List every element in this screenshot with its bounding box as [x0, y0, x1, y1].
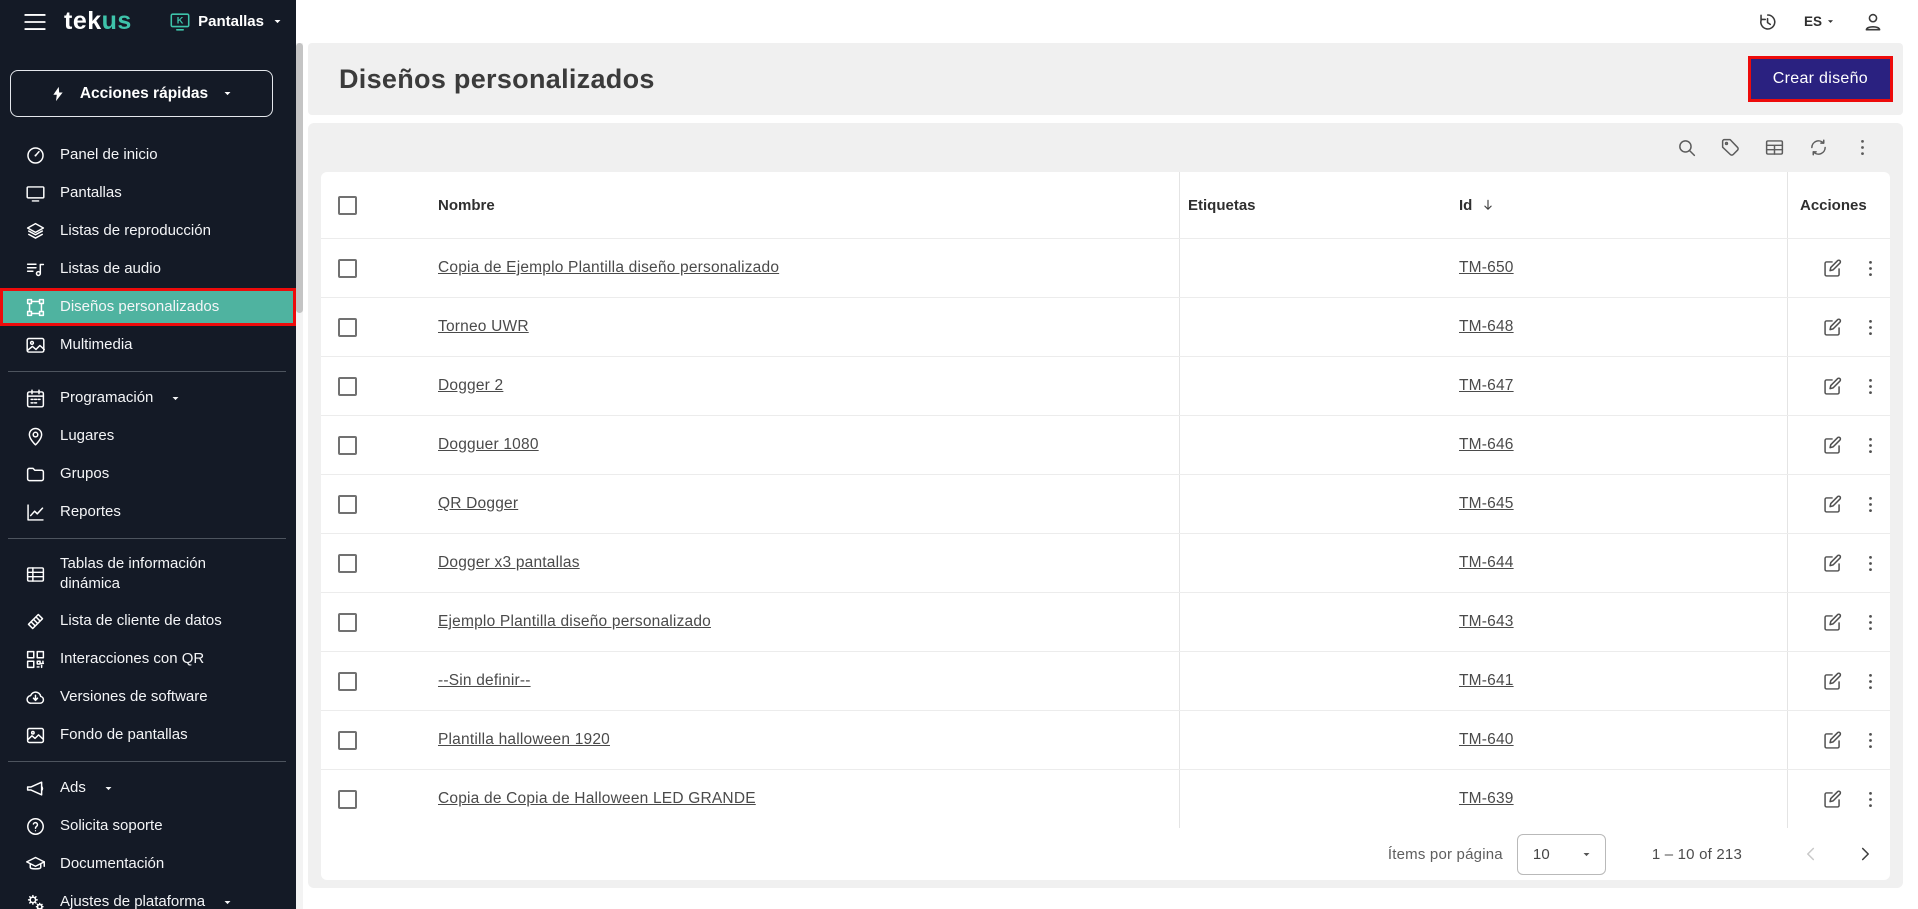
row-checkbox[interactable]: [338, 731, 357, 750]
edit-icon[interactable]: [1822, 376, 1843, 397]
page-size-value: 10: [1532, 845, 1550, 863]
cloud-down-icon: [25, 687, 46, 708]
design-id-link[interactable]: TM-647: [1459, 377, 1514, 394]
sidebar-item-label: Grupos: [60, 464, 110, 482]
main-area: [296, 0, 1918, 909]
row-checkbox[interactable]: [338, 318, 357, 337]
page-content: [296, 43, 1918, 909]
sidebar-item-pantallas[interactable]: [0, 174, 296, 212]
quick-actions-button[interactable]: [10, 70, 273, 117]
row-menu-icon[interactable]: [1860, 730, 1881, 751]
history-icon[interactable]: [1756, 11, 1778, 33]
design-id-link[interactable]: TM-648: [1459, 318, 1514, 335]
table-row: [321, 710, 1890, 769]
chevron-down-icon: [1825, 16, 1836, 27]
row-menu-icon[interactable]: [1860, 435, 1881, 456]
tekus-logo: tekus: [64, 7, 132, 35]
design-name-link[interactable]: Copia de Copia de Halloween LED GRANDE: [438, 790, 756, 807]
sidebar-item-lugares[interactable]: [0, 417, 296, 455]
sidebar-item-label: Interacciones con QR: [60, 649, 205, 667]
sidebar-divider: [8, 761, 286, 762]
gauge-icon: [25, 145, 46, 166]
sidebar-item-fondo-de-pantallas[interactable]: [0, 716, 296, 754]
edit-icon[interactable]: [1822, 258, 1843, 279]
tag-icon[interactable]: [1720, 137, 1741, 158]
sidebar-item-label: Multimedia: [60, 335, 133, 353]
sidebar-item-grupos[interactable]: [0, 455, 296, 493]
row-menu-icon[interactable]: [1860, 317, 1881, 338]
design-id-link[interactable]: TM-645: [1459, 495, 1514, 512]
scrollbar-thumb[interactable]: [296, 43, 303, 313]
design-id-link[interactable]: TM-643: [1459, 613, 1514, 630]
design-id-link[interactable]: TM-640: [1459, 731, 1514, 748]
sidebar-item-disenos-personalizados[interactable]: [0, 288, 296, 326]
sidebar-item-ads[interactable]: [0, 769, 296, 807]
sidebar-item-listas-de-reproduccion[interactable]: [0, 212, 296, 250]
table-row: [321, 533, 1890, 592]
sidebar-divider: [8, 371, 286, 372]
page-header-band: [308, 43, 1903, 115]
design-name-link[interactable]: Copia de Ejemplo Plantilla diseño personalizado: [438, 259, 780, 276]
row-checkbox[interactable]: [338, 672, 357, 691]
sidebar-item-label: Diseños personalizados: [60, 297, 220, 315]
sidebar-item-label: Listas de reproducción: [60, 221, 211, 239]
music-list-icon: [25, 259, 46, 280]
chart-icon: [25, 502, 46, 523]
edit-icon[interactable]: [1822, 612, 1843, 633]
table-header-row: [321, 172, 1890, 238]
sidebar: [0, 0, 296, 909]
monitor-icon: [25, 183, 46, 204]
edit-icon[interactable]: [1822, 553, 1843, 574]
chevron-down-icon: [1580, 848, 1593, 861]
design-name-link[interactable]: --Sin definir--: [438, 672, 531, 689]
row-checkbox[interactable]: [338, 436, 357, 455]
sidebar-item-label: Versiones de software: [60, 687, 208, 705]
row-tags-cell: [1180, 475, 1455, 533]
table-toolbar: [321, 123, 1890, 172]
sidebar-item-label: Fondo de pantallas: [60, 725, 188, 743]
sidebar-item-label: Ads: [60, 778, 86, 796]
sidebar-item-label: Panel de inicio: [60, 145, 158, 163]
row-tags-cell: [1180, 298, 1455, 356]
design-id-link[interactable]: TM-644: [1459, 554, 1514, 571]
sidebar-item-label: Ajustes de plataforma: [60, 892, 206, 909]
language-label: ES: [1803, 14, 1822, 29]
sidebar-item-label: Lugares: [60, 426, 115, 444]
next-page-icon[interactable]: [1854, 843, 1876, 865]
sidebar-item-label: Listas de audio: [60, 259, 161, 277]
row-menu-icon[interactable]: [1860, 671, 1881, 692]
create-design-annotation: [1748, 56, 1893, 102]
sidebar-item-tablas-de-informacion-dinamica[interactable]: [0, 546, 296, 602]
table-row: [321, 415, 1890, 474]
image-icon: [25, 335, 46, 356]
sync-icon[interactable]: [1808, 137, 1829, 158]
sidebar-item-reportes[interactable]: [0, 493, 296, 531]
sidebar-item-label: Programación: [60, 388, 154, 406]
user-profile-icon[interactable]: [1862, 11, 1884, 33]
table-row: [321, 474, 1890, 533]
table-body: [321, 238, 1890, 828]
designs-table-card: [308, 123, 1903, 888]
table-row: [321, 592, 1890, 651]
top-header-bar: [296, 0, 1918, 43]
row-checkbox[interactable]: [338, 259, 357, 278]
sidebar-item-ajustes-de-plataforma[interactable]: [0, 883, 296, 909]
items-per-page-label: Ítems por página: [1387, 845, 1503, 863]
sidebar-item-solicita-soporte[interactable]: [0, 807, 296, 845]
language-selector[interactable]: [1804, 14, 1836, 29]
table-row: [321, 769, 1890, 828]
sort-descending-icon[interactable]: [1480, 197, 1496, 213]
pagination-range: 1 – 10 of 213: [1651, 845, 1742, 863]
row-tags-cell: [1180, 416, 1455, 474]
context-label: Pantallas: [198, 13, 264, 30]
sidebar-item-listas-de-audio[interactable]: [0, 250, 296, 288]
chevron-down-icon: [169, 392, 182, 405]
edit-icon[interactable]: [1822, 671, 1843, 692]
data-icon: [25, 611, 46, 632]
create-design-button[interactable]: Crear diseño: [1751, 59, 1890, 99]
lightning-icon: [49, 85, 67, 103]
row-tags-cell: [1180, 593, 1455, 651]
sidebar-item-label: Pantallas: [60, 183, 122, 201]
sidebar-divider: [8, 538, 286, 539]
scrollbar-track[interactable]: [296, 43, 303, 909]
row-menu-icon[interactable]: [1860, 789, 1881, 810]
sidebar-item-label: Lista de cliente de datos: [60, 611, 222, 629]
edit-icon[interactable]: [1822, 730, 1843, 751]
design-name-link[interactable]: Torneo UWR: [438, 318, 529, 335]
menu-icon[interactable]: [22, 9, 48, 35]
table-row: [321, 297, 1890, 356]
qr-icon: [25, 649, 46, 670]
design-name-link[interactable]: Ejemplo Plantilla diseño personalizado: [438, 613, 711, 630]
design-name-link[interactable]: Dogguer 1080: [438, 436, 539, 453]
pagination-bar: [321, 828, 1890, 880]
row-tags-cell: [1180, 357, 1455, 415]
folder-icon: [25, 464, 46, 485]
column-header-acciones: Acciones: [1800, 196, 1867, 214]
dots-v-icon[interactable]: [1852, 137, 1873, 158]
column-header-etiquetas[interactable]: Etiquetas: [1188, 196, 1256, 214]
page-size-select[interactable]: [1517, 834, 1606, 875]
wallpaper-icon: [25, 725, 46, 746]
row-menu-icon[interactable]: [1860, 553, 1881, 574]
row-menu-icon[interactable]: [1860, 258, 1881, 279]
edit-icon[interactable]: [1822, 789, 1843, 810]
page-title: Diseños personalizados: [339, 63, 655, 94]
calendar-icon: [25, 388, 46, 409]
chevron-down-icon: [271, 15, 284, 28]
sidebar-item-panel-de-inicio[interactable]: [0, 136, 296, 174]
row-checkbox[interactable]: [338, 377, 357, 396]
gears-icon: [25, 892, 46, 909]
table-list-icon: [25, 564, 46, 585]
sidebar-item-label: Solicita soporte: [60, 816, 163, 834]
design-id-link[interactable]: TM-641: [1459, 672, 1514, 689]
design-name-link[interactable]: Dogger x3 pantallas: [438, 554, 580, 571]
table-row: [321, 356, 1890, 415]
row-checkbox[interactable]: [338, 495, 357, 514]
design-name-link[interactable]: Plantilla halloween 1920: [438, 731, 610, 748]
sidebar-item-lista-de-cliente-de-datos[interactable]: [0, 602, 296, 640]
grad-cap-icon: [25, 854, 46, 875]
pin-icon: [25, 426, 46, 447]
row-checkbox[interactable]: [338, 613, 357, 632]
row-tags-cell: [1180, 711, 1455, 769]
column-header-id[interactable]: Id: [1455, 172, 1788, 238]
megaphone-icon: [25, 778, 46, 799]
search-icon[interactable]: [1676, 137, 1697, 158]
sidebar-item-label: Documentación: [60, 854, 165, 872]
chevron-down-icon: [221, 87, 234, 100]
row-checkbox[interactable]: [338, 554, 357, 573]
design-name-link[interactable]: QR Dogger: [438, 495, 519, 512]
row-tags-cell: [1180, 534, 1455, 592]
row-menu-icon[interactable]: [1860, 494, 1881, 515]
design-id-link[interactable]: TM-650: [1459, 259, 1514, 276]
row-tags-cell: [1180, 652, 1455, 710]
row-checkbox[interactable]: [338, 790, 357, 809]
svg-text:K: K: [176, 15, 184, 26]
edit-icon[interactable]: [1822, 435, 1843, 456]
table-row: [321, 651, 1890, 710]
row-tags-cell: [1180, 770, 1455, 828]
row-menu-icon[interactable]: [1860, 376, 1881, 397]
column-header-nombre[interactable]: Nombre: [438, 172, 1180, 238]
help-icon: [25, 816, 46, 837]
chevron-down-icon: [102, 782, 115, 795]
select-all-checkbox[interactable]: [338, 196, 357, 215]
sidebar-item-versiones-de-software[interactable]: [0, 678, 296, 716]
sidebar-item-multimedia[interactable]: [0, 326, 296, 364]
design-id-link[interactable]: TM-639: [1459, 790, 1514, 807]
edit-icon[interactable]: [1822, 317, 1843, 338]
sidebar-item-label: Tablas de información dinámica: [60, 554, 206, 592]
screen-k-icon: [169, 11, 191, 33]
design-name-link[interactable]: Dogger 2: [438, 377, 504, 394]
transform-icon: [25, 297, 46, 318]
sidebar-item-label: Reportes: [60, 502, 121, 520]
sidebar-item-programacion[interactable]: [0, 379, 296, 417]
context-switcher-pantallas[interactable]: [169, 11, 284, 33]
designs-table: [321, 172, 1890, 880]
sidebar-item-documentacion[interactable]: [0, 845, 296, 883]
chevron-down-icon: [221, 896, 234, 909]
table-icon[interactable]: [1764, 137, 1785, 158]
design-id-link[interactable]: TM-646: [1459, 436, 1514, 453]
sidebar-topbar: [0, 0, 296, 43]
table-row: [321, 238, 1890, 297]
quick-actions-label: Acciones rápidas: [79, 84, 209, 102]
row-tags-cell: [1180, 239, 1455, 297]
sidebar-item-interacciones-con-qr[interactable]: [0, 640, 296, 678]
row-menu-icon[interactable]: [1860, 612, 1881, 633]
previous-page-icon[interactable]: [1800, 843, 1822, 865]
edit-icon[interactable]: [1822, 494, 1843, 515]
sidebar-nav: [0, 136, 296, 909]
layers-icon: [25, 221, 46, 242]
